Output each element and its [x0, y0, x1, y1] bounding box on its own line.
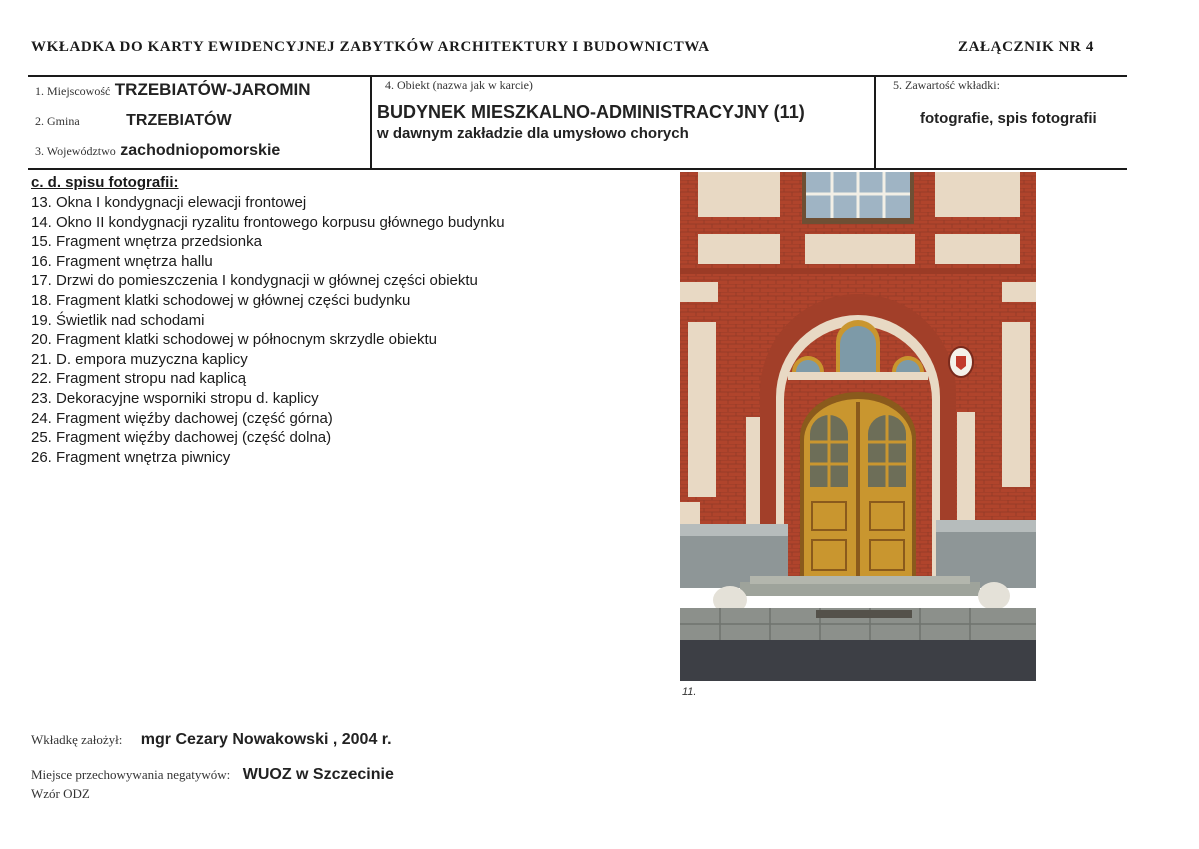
- locality-row: [35, 80, 311, 100]
- building-facade-illustration: [680, 172, 1036, 681]
- locality-label: 1. Miejscowość: [35, 84, 111, 98]
- list-item: 16. Fragment wnętrza hallu: [31, 252, 213, 270]
- form-bottom-border: [28, 168, 1127, 170]
- object-title: BUDYNEK MIESZKALNO-ADMINISTRACYJNY (11): [377, 102, 805, 122]
- form-title: WKŁADKA DO KARTY EWIDENCYJNEJ ZABYTKÓW ARCHITEKTURY I BUDOWNICTWA: [31, 39, 710, 55]
- list-item: 26. Fragment wnętrza piwnicy: [31, 448, 231, 466]
- photo-list: [31, 193, 505, 467]
- list-item: 13. Okna I kondygnacji elewacji frontowej: [31, 194, 307, 211]
- list-item: 21. D. empora muzyczna kaplicy: [31, 350, 248, 368]
- photo-list-title: c. d. spisu fotografii:: [31, 174, 179, 191]
- commune-label: 2. Gmina: [35, 114, 80, 128]
- author-label: Wkładkę założył:: [31, 732, 123, 747]
- list-item: 19. Świetlik nad schodami: [31, 311, 205, 329]
- list-item: 20. Fragment klatki schodowej w północnym skrzydle obiektu: [31, 331, 438, 349]
- list-item: 18. Fragment klatki schodowej w głównej części budynku: [31, 291, 411, 309]
- list-item: 15. Fragment wnętrza przedsionka: [31, 233, 262, 251]
- annex-number: ZAŁĄCZNIK NR 4: [958, 39, 1094, 55]
- list-item: 17. Drzwi do pomieszczenia I kondygnacji w głównej części obiektu: [31, 272, 478, 290]
- list-item: 22. Fragment stropu nad kaplicą: [31, 370, 247, 388]
- commune-row: [35, 112, 232, 130]
- negatives-label: Miejsce przechowywania negatywów:: [31, 767, 231, 782]
- building-entrance-photo: [680, 172, 1036, 681]
- list-item: 14. Okno II kondygnacji ryzalitu frontowego korpusu głównego budynku: [31, 213, 505, 231]
- voivodeship-value: zachodniopomorskie: [120, 142, 281, 159]
- voivodeship-row: [35, 142, 280, 160]
- list-item: 23. Dekoracyjne wsporniki stropu d. kaplicy: [31, 389, 319, 407]
- form-top-border: [28, 75, 1127, 77]
- list-item: 24. Fragment więźby dachowej (część górna): [31, 409, 333, 427]
- negatives-value: WUOZ w Szczecinie: [242, 766, 394, 783]
- object-subtitle: w dawnym zakładzie dla umysłowo chorych: [377, 125, 689, 142]
- author-value: mgr Cezary Nowakowski , 2004 r.: [140, 731, 392, 748]
- commune-value: TRZEBIATÓW: [126, 112, 232, 129]
- locality-value: TRZEBIATÓW-JAROMIN: [114, 80, 311, 99]
- list-item: 25. Fragment więźby dachowej (część dolna): [31, 429, 332, 447]
- object-label: 4. Obiekt (nazwa jak w karcie): [385, 78, 533, 92]
- template-note: Wzór ODZ: [31, 786, 90, 801]
- contents-label: 5. Zawartość wkładki:: [893, 78, 1000, 92]
- form-divider-2: [874, 75, 876, 170]
- contents-value: fotografie, spis fotografii: [920, 110, 1097, 127]
- author-row: [31, 731, 392, 749]
- negatives-row: [31, 766, 394, 784]
- voivodeship-label: 3. Województwo: [35, 144, 116, 158]
- photo-caption: 11.: [682, 686, 697, 698]
- form-divider-1: [370, 75, 372, 170]
